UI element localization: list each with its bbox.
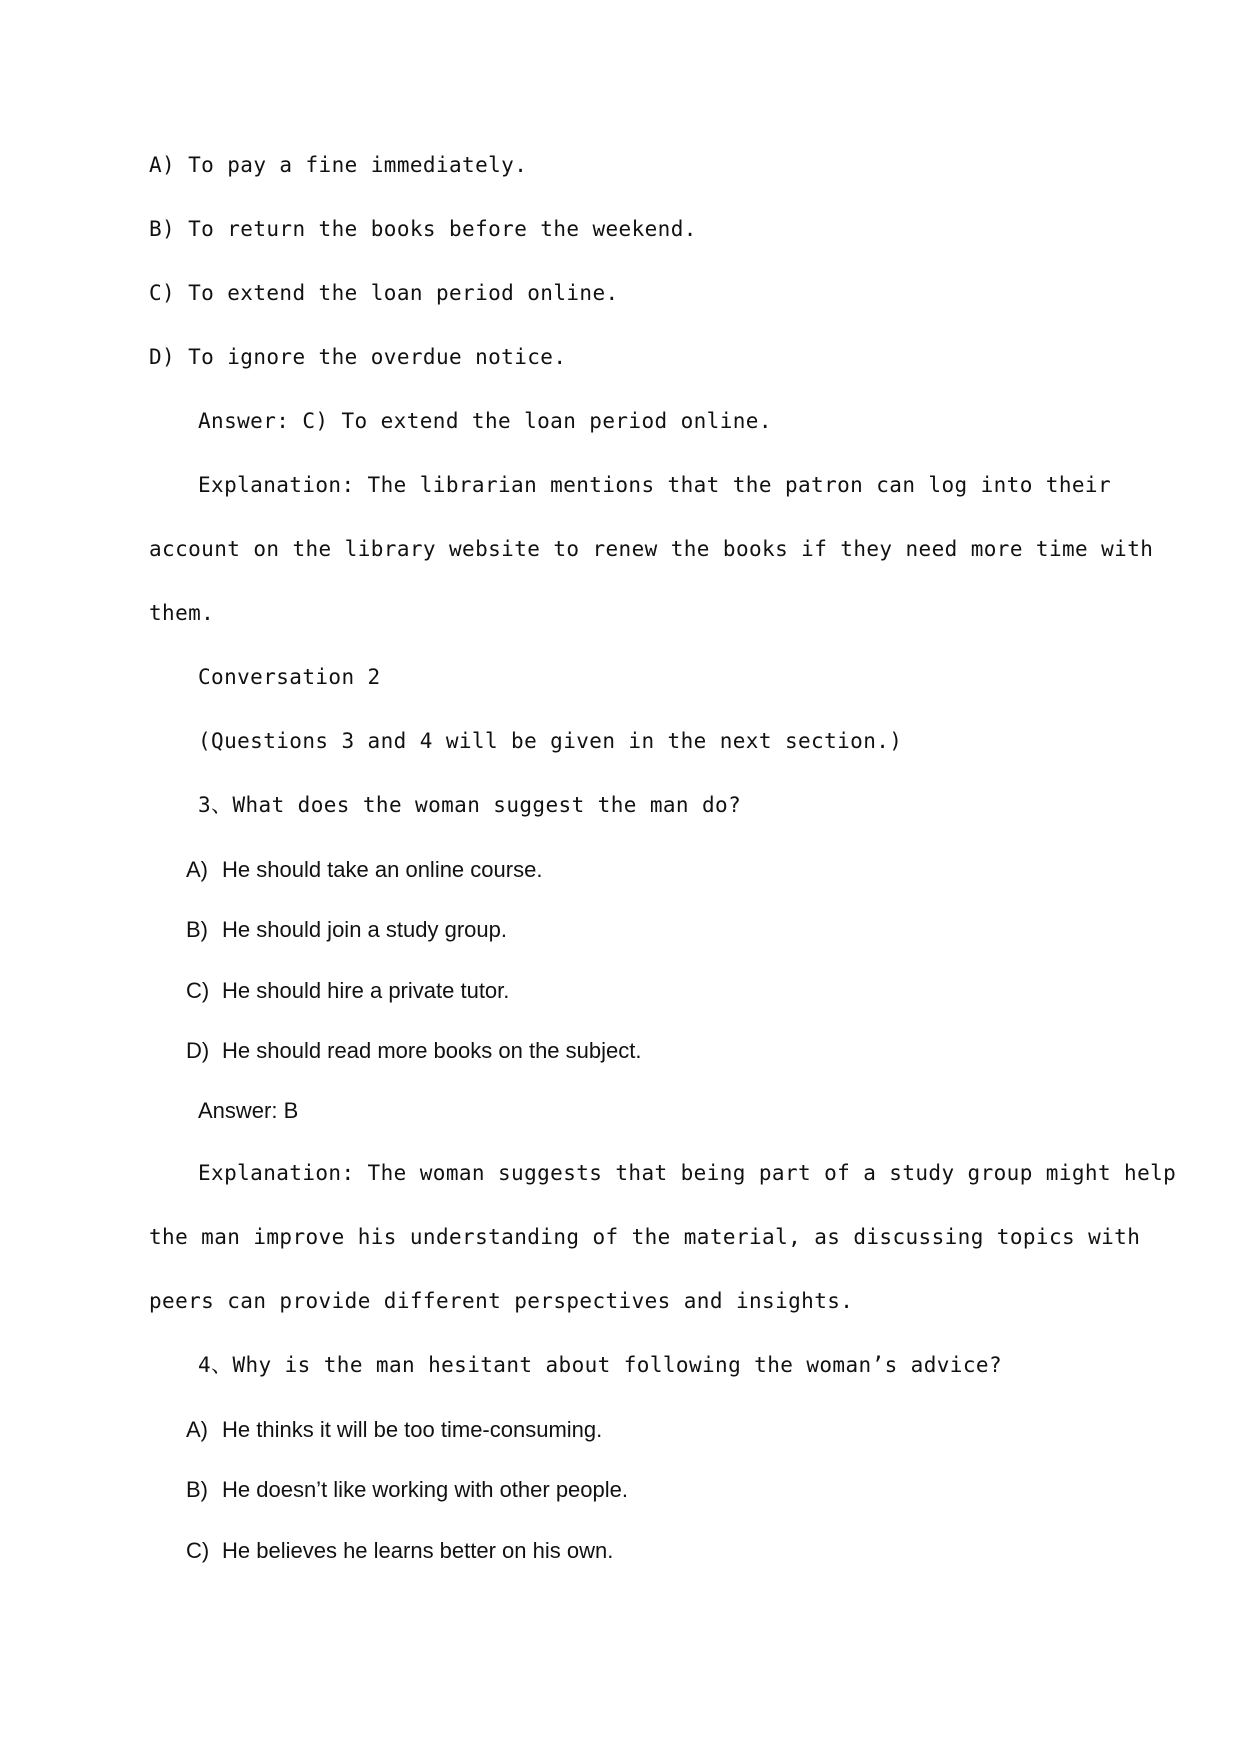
option-text: He should take an online course. [222, 857, 543, 882]
option-b: B) To return the books before the weekend. [149, 217, 697, 241]
option-a: A) To pay a fine immediately. [149, 153, 528, 177]
q4-option-c [186, 1540, 613, 1562]
option-letter: D) [186, 1038, 210, 1063]
explanation-line-3: them. [149, 601, 215, 625]
q3-option-d [186, 1040, 641, 1062]
q3-option-a [186, 859, 542, 881]
option-text: He doesn’t like working with other people. [222, 1477, 629, 1502]
explanation-line-1: Explanation: The librarian mentions that the patron can log into their [198, 473, 1112, 497]
option-text: He thinks it will be too time-consuming. [222, 1417, 603, 1442]
q4-option-a [186, 1419, 602, 1441]
q3-explanation-line-3: peers can provide different perspectives and insights. [149, 1289, 854, 1313]
q3-explanation-line-1: Explanation: The woman suggests that being part of a study group might help [198, 1161, 1177, 1185]
option-letter: A) [186, 857, 208, 882]
option-text: He should read more books on the subject. [222, 1038, 642, 1063]
option-text: He believes he learns better on his own. [222, 1538, 614, 1563]
question-3: 3、What does the woman suggest the man do? [198, 793, 742, 817]
conversation-title: Conversation 2 [198, 665, 381, 689]
q3-option-b [186, 919, 507, 941]
explanation-line-2: account on the library website to renew the books if they need more time with [149, 537, 1154, 561]
q3-explanation-line-2: the man improve his understanding of the material, as discussing topics with [149, 1225, 1141, 1249]
conversation-note: (Questions 3 and 4 will be given in the next section.) [198, 729, 903, 753]
q4-option-b [186, 1479, 628, 1501]
option-letter: C) [186, 978, 210, 1003]
option-letter: C) [186, 1538, 210, 1563]
option-letter: A) [186, 1417, 208, 1442]
option-text: He should join a study group. [222, 917, 507, 942]
option-d: D) To ignore the overdue notice. [149, 345, 567, 369]
option-c: C) To extend the loan period online. [149, 281, 619, 305]
q3-answer: Answer: B [198, 1098, 299, 1123]
question-4: 4、Why is the man hesitant about following the woman’s advice? [198, 1353, 1002, 1377]
q3-option-c [186, 980, 509, 1002]
option-letter: B) [186, 1477, 208, 1502]
option-text: He should hire a private tutor. [222, 978, 510, 1003]
answer-line: Answer: C) To extend the loan period online. [198, 409, 772, 433]
option-letter: B) [186, 917, 208, 942]
